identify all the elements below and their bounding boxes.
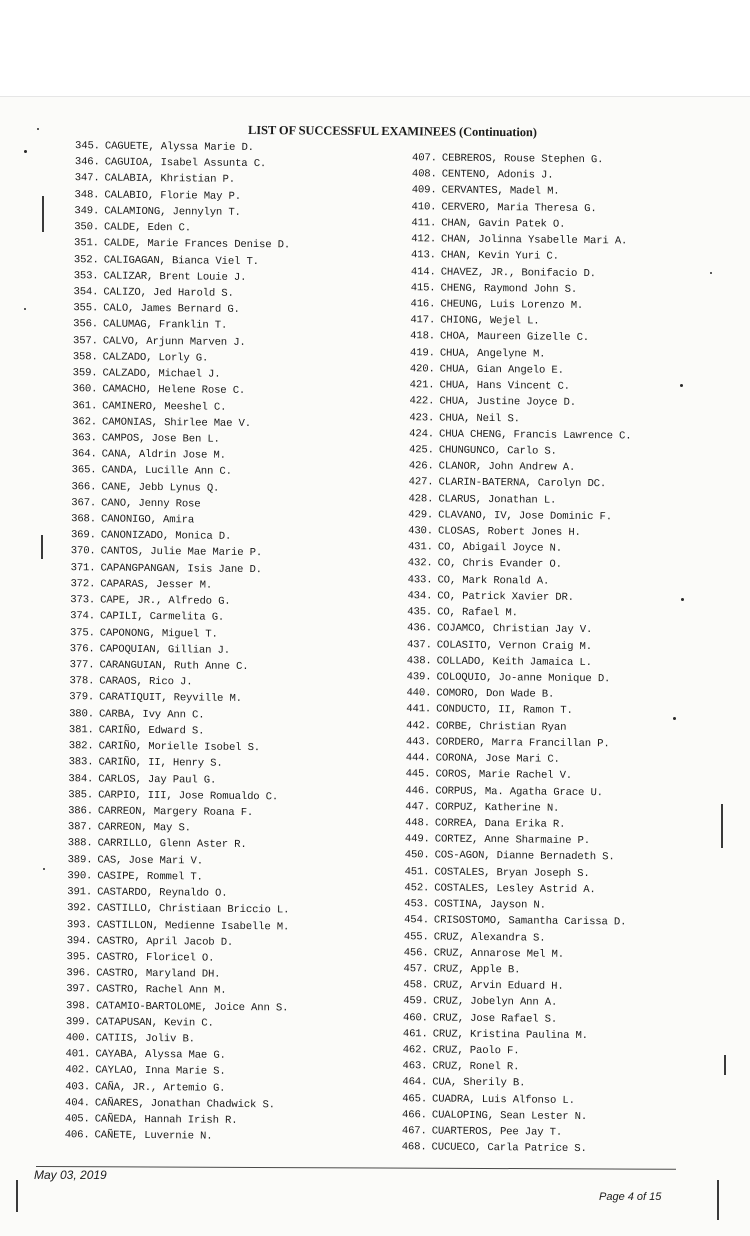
examinee-name: CAYABA, Alyssa Mae G. [95, 1048, 226, 1063]
examinee-name: CRUZ, Kristina Paulina M. [432, 1028, 588, 1042]
examinee-number: 387. [67, 821, 93, 834]
examinee-name: CERVERO, Maria Theresa G. [441, 201, 597, 215]
examinee-name: CAÑA, JR., Artemio G. [95, 1081, 226, 1095]
examinee-number: 393. [66, 918, 92, 931]
examinee-name: CO, Abigail Joyce N. [437, 541, 563, 556]
examinee-number: 350. [74, 221, 100, 234]
examinee-name: CO, Chris Evander O. [437, 557, 562, 572]
examinee-number: 439. [406, 671, 432, 684]
examinee-number: 421. [409, 379, 435, 392]
footer-date: May 03, 2019 [34, 1168, 107, 1182]
scan-speck [681, 598, 684, 601]
examinee-name: CRUZ, Arvin Eduard H. [433, 979, 564, 993]
examinee-number: 351. [73, 237, 99, 250]
page-number: Page 4 of 15 [599, 1191, 662, 1203]
examinee-name: CAPANGPANGAN, Isis Jane D. [100, 562, 262, 576]
examinee-number: 466. [401, 1109, 427, 1122]
scan-speck [680, 384, 683, 387]
examinee-row [382, 1139, 624, 1158]
scan-streak [42, 196, 44, 232]
examinee-name: CAMPOS, Jose Ben L. [101, 432, 220, 446]
examinee-name: CAGUIOA, Isabel Assunta C. [104, 156, 267, 171]
examinee-name: CARAOS, Rico J. [99, 675, 193, 689]
examinee-number: 346. [74, 156, 100, 169]
examinee-name: CANO, Jenny Rose [101, 497, 201, 511]
examinee-number: 428. [408, 492, 434, 506]
examinee-number: 458. [403, 979, 429, 992]
examinee-number: 418. [410, 330, 436, 343]
examinee-name: CORREA, Dana Erika R. [434, 817, 566, 831]
examinee-name: CORBE, Christian Ryan [435, 720, 567, 734]
examinee-number: 345. [75, 140, 100, 153]
examinee-number: 461. [402, 1027, 428, 1041]
examinee-name: CALVO, Arjunn Marven J. [102, 335, 246, 349]
examinee-name: CANA, Aldrin Jose M. [101, 448, 226, 462]
examinee-name: CALZADO, Michael J. [102, 367, 221, 381]
examinee-number: 365. [71, 464, 97, 477]
examinee-name: CRUZ, Jobelyn Ann A. [433, 995, 558, 1010]
scan-speck [24, 150, 27, 153]
examinee-name: CASTRO, April Jacob D. [96, 935, 234, 949]
examinee-name: COLOQUIO, Jo-anne Monique D. [436, 671, 611, 686]
page-title: LIST OF SUCCESSFUL EXAMINEES (Continuation) [247, 123, 537, 140]
examinee-name: CRUZ, Alexandra S. [433, 930, 546, 945]
examinee-number: 381. [68, 724, 94, 737]
examinee-name: CASTRO, Maryland DH. [96, 967, 221, 981]
examinee-number: 395. [66, 951, 92, 964]
examinee-name: CHUA, Angelyne M. [439, 347, 546, 361]
examinee-number: 426. [408, 460, 434, 473]
examinee-name: CATAMIO-BARTOLOME, Joice Ann S. [95, 1000, 289, 1015]
examinee-name: CASTRO, Rachel Ann M. [96, 983, 227, 998]
scan-streak [717, 1180, 719, 1220]
examinee-number: 363. [71, 432, 97, 445]
examinee-number: 441. [406, 703, 432, 716]
examinee-number: 460. [403, 1011, 428, 1025]
examinee-name: CATAPUSAN, Kevin C. [95, 1016, 214, 1030]
examinee-name: CRUZ, Jose Rafael S. [432, 1012, 558, 1026]
examinee-number: 405. [64, 1113, 90, 1126]
examinee-name: CRUZ, Annarose Mel M. [433, 947, 565, 961]
examinee-number: 413. [410, 249, 436, 262]
examinee-name: CALIZAR, Brent Louie J. [103, 270, 247, 284]
examinee-number: 364. [71, 448, 97, 461]
examinee-number: 390. [67, 869, 93, 883]
examinee-number: 436. [407, 622, 433, 635]
examinee-number: 438. [406, 654, 432, 668]
examinee-name: CANONIGO, Amira [100, 513, 195, 527]
examinee-name: CALIZO, Jed Harold S. [103, 286, 234, 300]
examinee-name: CALUMAG, Franklin T. [102, 318, 228, 333]
examinee-number: 378. [69, 675, 95, 688]
examinee-number: 409. [411, 184, 437, 197]
examinee-name: COSTALES, Bryan Joseph S. [434, 866, 590, 880]
examinee-number: 374. [70, 610, 96, 623]
examinee-number: 464. [402, 1076, 428, 1089]
examinee-name: CASTARDO, Reynaldo O. [97, 886, 228, 900]
examinee-number: 449. [404, 833, 430, 846]
examinee-number: 424. [409, 427, 435, 441]
examinee-name: CORTEZ, Anne Sharmaine P. [434, 833, 591, 848]
examinee-number: 457. [403, 963, 429, 976]
examinee-number: 397. [66, 983, 92, 996]
examinee-number: 366. [71, 480, 97, 494]
examinee-name: CALDE, Eden C. [104, 221, 192, 235]
examinee-number: 448. [405, 817, 431, 830]
examinee-name: CASTRO, Floricel O. [96, 951, 215, 965]
examinee-number: 392. [67, 902, 92, 915]
examinee-name: CARIÑO, Morielle Isobel S. [98, 740, 261, 755]
examinee-number: 356. [73, 318, 99, 331]
examinee-name: COSTINA, Jayson N. [434, 898, 546, 912]
examinee-number: 354. [73, 286, 99, 299]
examinee-name: CHUA, Neil S. [439, 411, 520, 425]
examinee-name: CALABIO, Florie May P. [104, 189, 242, 203]
examinee-number: 367. [71, 496, 97, 510]
examinee-number: 452. [404, 882, 430, 895]
examinee-number: 429. [408, 508, 434, 522]
examinee-number: 375. [69, 626, 95, 639]
examinee-name: CHUA, Gian Angelo E. [439, 363, 564, 377]
examinee-number: 446. [405, 784, 431, 797]
examinee-number: 373. [70, 594, 96, 607]
examinee-name: CRUZ, Apple B. [433, 963, 521, 977]
examinee-list-right [382, 150, 634, 1158]
examinee-row [47, 1127, 287, 1146]
examinee-name: CRUZ, Paolo F. [432, 1044, 520, 1058]
examinee-number: 347. [74, 172, 100, 185]
examinee-number: 368. [71, 513, 97, 526]
examinee-name: CAPARAS, Jesser M. [100, 578, 213, 592]
examinee-number: 377. [69, 659, 95, 672]
examinee-name: CHOA, Maureen Gizelle C. [439, 330, 590, 345]
examinee-number: 388. [67, 837, 93, 850]
examinee-name: CHUA, Hans Vincent C. [439, 379, 570, 393]
examinee-number: 415. [410, 281, 436, 295]
examinee-number: 352. [73, 253, 99, 266]
examinee-number: 411. [411, 217, 437, 230]
examinee-name: CASTILLON, Medienne Isabelle M. [96, 918, 290, 933]
examinee-name: CALIGAGAN, Bianca Viel T. [103, 254, 259, 268]
examinee-number: 425. [408, 444, 434, 457]
examinee-name: CAPE, JR., Alfredo G. [100, 594, 231, 608]
examinee-name: CO, Patrick Xavier DR. [437, 590, 574, 604]
examinee-name: CO, Rafael M. [437, 606, 518, 620]
examinee-name: CLAVANO, IV, Jose Dominic F. [438, 509, 613, 524]
examinee-number: 372. [70, 578, 96, 591]
examinee-number: 462. [402, 1044, 428, 1057]
examinee-name: CLANOR, John Andrew A. [438, 460, 576, 475]
examinee-number: 394. [66, 934, 92, 948]
examinee-name: CENTENO, Adonis J. [441, 168, 554, 182]
examinee-number: 396. [66, 967, 92, 980]
examinee-number: 389. [67, 853, 93, 867]
examinee-name: CHUNGUNCO, Carlo S. [438, 444, 557, 458]
examinee-number: 419. [409, 346, 435, 360]
examinee-name: CAMONIAS, Shirlee Mae V. [101, 416, 252, 430]
examinee-number: 468. [401, 1141, 427, 1154]
examinee-number: 379. [69, 691, 95, 704]
examinee-number: 402. [65, 1064, 91, 1077]
examinee-number: 357. [72, 334, 98, 348]
examinee-name: CHAN, Gavin Patek O. [441, 217, 566, 231]
examinee-number: 416. [410, 298, 436, 311]
examinee-number: 398. [66, 999, 91, 1012]
examinee-number: 401. [65, 1048, 91, 1061]
examinee-name: COSTALES, Lesley Astrid A. [434, 882, 596, 897]
examinee-name: CAPOQUIAN, Gillian J. [99, 643, 231, 657]
examinee-name: CLARUS, Jonathan L. [438, 493, 557, 507]
examinee-name: CHEUNG, Luis Lorenzo M. [440, 298, 584, 312]
examinee-name: CANDA, Lucille Ann C. [101, 464, 232, 479]
examinee-name: CAMACHO, Helene Rose C. [102, 383, 246, 398]
examinee-number: 404. [64, 1097, 90, 1110]
examinee-number: 376. [69, 642, 95, 656]
examinee-list-left [47, 138, 297, 1146]
examinee-name: CRISOSTOMO, Samantha Carissa D. [433, 914, 627, 929]
examinee-name: CARATIQUIT, Reyville M. [99, 691, 242, 706]
examinee-name: CHAN, Kevin Yuri C. [440, 249, 559, 264]
examinee-number: 423. [409, 411, 435, 424]
examinee-name: CUCUECO, Carla Patrice S. [431, 1141, 587, 1156]
examinee-number: 422. [409, 395, 435, 408]
examinee-number: 433. [407, 573, 433, 587]
examinee-number: 349. [74, 205, 100, 218]
examinee-number: 454. [404, 914, 429, 927]
examinee-name: CARANGUIAN, Ruth Anne C. [99, 659, 249, 674]
examinee-number: 391. [67, 886, 93, 899]
examinee-name: CARIÑO, II, Henry S. [98, 756, 223, 771]
examinee-name: CO, Mark Ronald A. [437, 574, 550, 588]
examinee-name: CALAMIONG, Jennylyn T. [104, 205, 241, 219]
examinee-number: 431. [407, 541, 433, 554]
examinee-name: CALDE, Marie Frances Denise D. [103, 237, 291, 252]
examinee-name: CARREON, May S. [97, 821, 191, 835]
examinee-name: CERVANTES, Madel M. [441, 184, 560, 199]
examinee-number: 355. [73, 302, 99, 315]
examinee-number: 361. [72, 399, 98, 412]
examinee-number: 408. [411, 168, 437, 181]
examinee-number: 435. [407, 606, 433, 619]
examinee-name: CASTILLO, Christiaan Briccio L. [96, 902, 290, 917]
examinee-number: 451. [404, 865, 430, 879]
examinee-number: 453. [404, 898, 430, 911]
examinee-number: 386. [68, 805, 94, 818]
examinee-number: 434. [407, 590, 433, 603]
examinee-name: CUALOPING, Sean Lester N. [431, 1109, 588, 1123]
examinee-number: 465. [402, 1092, 428, 1106]
examinee-number: 406. [64, 1129, 90, 1142]
examinee-name: CALO, James Bernard G. [103, 302, 240, 317]
examinee-number: 385. [68, 788, 94, 802]
examinee-name: CHUA CHENG, Francis Lawrence C. [438, 428, 632, 443]
examinee-number: 427. [408, 476, 434, 489]
examinee-name: CANE, Jebb Lynus Q. [101, 481, 220, 495]
examinee-name: CARIÑO, Edward S. [98, 724, 205, 738]
examinee-name: CARRILLO, Glenn Aster R. [97, 837, 247, 852]
examinee-name: CAPILI, Carmelita G. [99, 610, 225, 625]
examinee-number: 412. [411, 233, 437, 246]
examinee-name: CHAN, Jolinna Ysabelle Mari A. [441, 233, 628, 248]
examinee-name: CHAVEZ, JR., Bonifacio D. [440, 266, 596, 280]
examinee-number: 456. [403, 946, 429, 960]
examinee-number: 382. [68, 740, 94, 753]
examinee-name: CAYLAO, Inna Marie S. [95, 1064, 226, 1079]
examinee-number: 360. [72, 383, 98, 396]
examinee-number: 403. [65, 1080, 91, 1094]
examinee-name: CARLOS, Jay Paul G. [98, 772, 217, 787]
examinee-number: 380. [69, 707, 95, 721]
examinee-name: CAÑARES, Jonathan Chadwick S. [94, 1097, 275, 1112]
scan-speck [673, 717, 676, 720]
examinee-number: 467. [401, 1125, 427, 1138]
examinee-name: CALABIA, Khristian P. [104, 172, 235, 187]
scan-streak [16, 1180, 18, 1212]
examinee-name: CAMINERO, Meeshel C. [102, 399, 227, 414]
examinee-name: CORPUZ, Katherine N. [435, 801, 560, 815]
examinee-number: 430. [408, 525, 434, 538]
examinee-name: CUARTEROS, Pee Jay T. [431, 1125, 563, 1139]
examinee-name: CHENG, Raymond John S. [440, 282, 578, 296]
examinee-name: COS-AGON, Dianne Bernadeth S. [434, 849, 615, 864]
scan-speck [24, 308, 26, 310]
examinee-name: CANONIZADO, Monica D. [100, 529, 232, 544]
examinee-number: 359. [72, 367, 98, 380]
examinee-name: CUADRA, Luis Alfonso L. [432, 1093, 575, 1107]
examinee-number: 443. [405, 736, 431, 749]
examinee-number: 432. [407, 557, 433, 570]
examinee-number: 463. [402, 1060, 428, 1073]
examinee-name: COJAMCO, Christian Jay V. [436, 622, 593, 637]
examinee-number: 383. [68, 756, 94, 769]
examinee-number: 447. [405, 800, 431, 814]
examinee-number: 420. [409, 363, 435, 376]
examinee-name: CALZADO, Lorly G. [102, 351, 209, 365]
examinee-name: CAÑEDA, Hannah Irish R. [94, 1113, 238, 1128]
scan-streak [724, 1055, 726, 1075]
examinee-number: 400. [65, 1032, 91, 1045]
examinee-name: CHIONG, Wejel L. [440, 314, 540, 328]
examinee-name: COLLADO, Keith Jamaica L. [436, 655, 592, 669]
scan-speck [43, 868, 45, 870]
examinee-name: CORPUS, Ma. Agatha Grace U. [435, 785, 603, 799]
examinee-name: CAPONONG, Miguel T. [99, 627, 218, 641]
examinee-name: CAÑETE, Luvernie N. [94, 1129, 213, 1144]
examinee-name: CAS, Jose Mari V. [97, 854, 204, 868]
examinee-number: 459. [403, 995, 429, 1008]
examinee-name: COMORO, Don Wade B. [436, 687, 555, 701]
scan-speck [37, 128, 39, 130]
examinee-number: 442. [406, 719, 432, 733]
examinee-name: CHUA, Justine Joyce D. [439, 395, 576, 410]
scan-streak [41, 535, 43, 559]
examinee-number: 450. [404, 849, 430, 862]
examinee-number: 353. [73, 269, 99, 283]
scan-speck [710, 272, 712, 274]
examinee-name: COROS, Marie Rachel V. [435, 768, 573, 783]
examinee-number: 371. [70, 561, 96, 575]
examinee-number: 410. [411, 200, 437, 214]
examinee-name: CASIPE, Rommel T. [97, 870, 203, 884]
examinee-name: CANTOS, Julie Mae Marie P. [100, 545, 263, 560]
examinee-number: 455. [403, 930, 429, 943]
examinee-name: CARBA, Ivy Ann C. [98, 708, 205, 722]
examinee-number: 384. [68, 772, 94, 785]
examinee-number: 407. [412, 152, 437, 165]
examinee-number: 437. [406, 638, 432, 651]
examinee-number: 440. [406, 687, 432, 700]
examinee-number: 358. [72, 351, 98, 364]
examinee-name: CARREON, Margery Roana F. [97, 805, 254, 820]
examinee-number: 414. [410, 265, 436, 278]
examinee-number: 444. [405, 752, 431, 765]
scan-streak [721, 804, 723, 848]
examinee-number: 445. [405, 768, 431, 781]
examinee-name: CEBREROS, Rouse Stephen G. [441, 152, 604, 167]
examinee-name: CONDUCTO, II, Ramon T. [436, 703, 573, 718]
examinee-name: CUA, Sherily B. [432, 1076, 526, 1090]
examinee-number: 348. [74, 188, 100, 202]
examinee-name: CAGUETE, Alyssa Marie D. [104, 140, 254, 155]
examinee-number: 369. [70, 529, 96, 542]
examinee-number: 417. [410, 314, 436, 327]
examinee-name: CARPIO, III, Jose Romualdo C. [98, 789, 279, 804]
examinee-name: CLOSAS, Robert Jones H. [437, 525, 581, 540]
examinee-name: CRUZ, Ronel R. [432, 1060, 520, 1074]
examinee-name: COLASITO, Vernon Craig M. [436, 639, 593, 653]
examinee-number: 362. [72, 415, 98, 429]
examinee-number: 370. [70, 545, 96, 558]
examinee-name: CATIIS, Joliv B. [95, 1032, 195, 1046]
examinee-name: CLARIN-BATERNA, Carolyn DC. [438, 476, 607, 491]
examinee-number: 399. [65, 1015, 91, 1029]
examinee-name: CORONA, Jose Mari C. [435, 752, 560, 766]
examinee-name: CORDERO, Marra Francillan P. [435, 736, 610, 751]
